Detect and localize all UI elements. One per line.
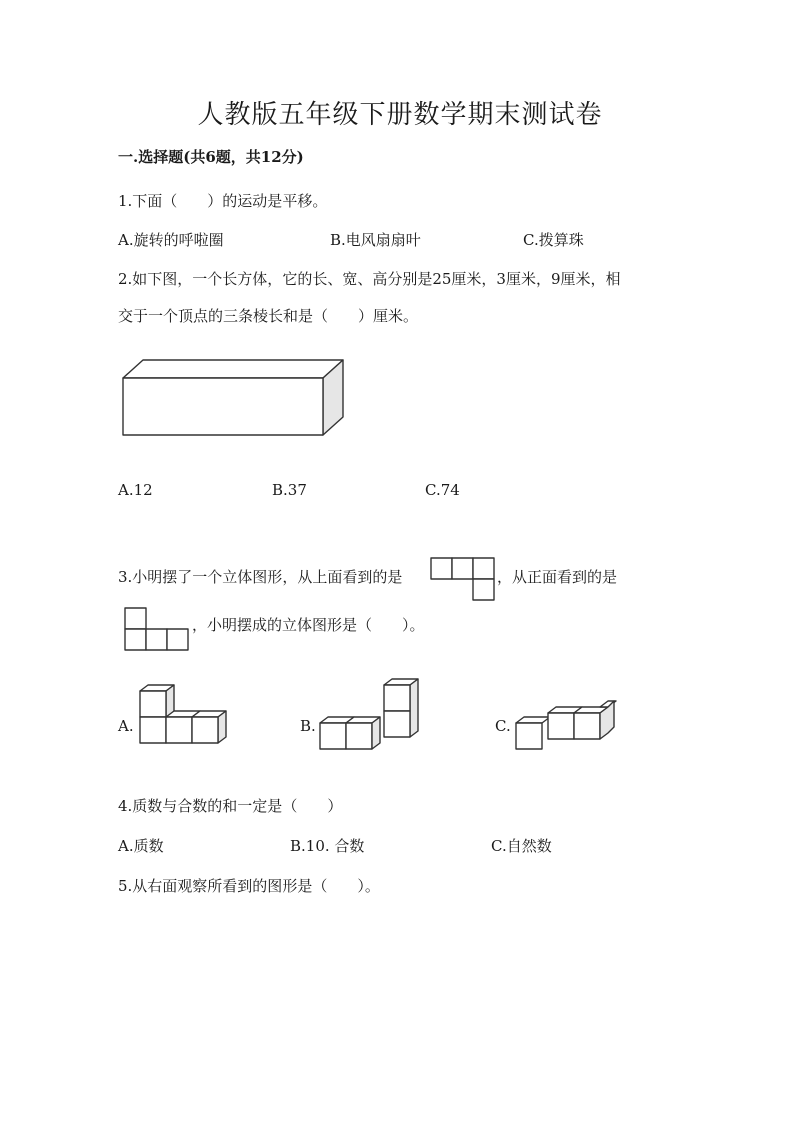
question-1-stem: 1.下面（ ）的运动是平移。 [118, 192, 328, 210]
front-view-figure [124, 607, 190, 653]
top-view-figure [430, 557, 496, 603]
option-a-cube-figure [138, 683, 228, 745]
page-title: 人教版五年级下册数学期末测试卷 [197, 100, 603, 130]
question-4-option-b: B.10. 合数 [290, 837, 365, 855]
question-3-stem-part-3: ，小明摆成的立体图形是（ ）。 [192, 616, 425, 634]
question-3-option-c-label: C. [495, 717, 511, 735]
question-1-option-b: B.电风扇扇叶 [330, 231, 421, 249]
cuboid-figure [120, 357, 346, 439]
question-4-stem: 4.质数与合数的和一定是（ ） [118, 797, 343, 815]
question-2-stem-line-2: 交于一个顶点的三条棱长和是（ ）厘米。 [118, 307, 419, 325]
question-3-option-a-label: A. [118, 717, 134, 735]
question-2-option-a: A.12 [118, 481, 153, 499]
section-heading: 一.选择题(共6题，共12分) [118, 148, 304, 166]
question-1-option-a: A.旋转的呼啦圈 [118, 231, 224, 249]
question-3-option-b-label: B. [300, 717, 316, 735]
question-1-option-c: C.拨算珠 [523, 231, 584, 249]
question-2-option-b: B.37 [272, 481, 307, 499]
question-2-stem-line-1: 2.如下图，一个长方体，它的长、宽、高分别是25厘米，3厘米，9厘米，相 [118, 270, 621, 288]
question-4-option-a: A.质数 [118, 837, 164, 855]
question-2-option-c: C.74 [425, 481, 460, 499]
option-c-cube-figure [514, 699, 620, 753]
option-b-cube-figure [318, 675, 424, 753]
question-5-stem: 5.从右面观察所看到的图形是（ ）。 [118, 877, 380, 895]
question-3-stem-part-2: ，从正面看到的是 [497, 568, 618, 586]
question-4-option-c: C.自然数 [491, 837, 552, 855]
question-3-stem-part-1: 3.小明摆了一个立体图形，从上面看到的是 [118, 568, 403, 586]
